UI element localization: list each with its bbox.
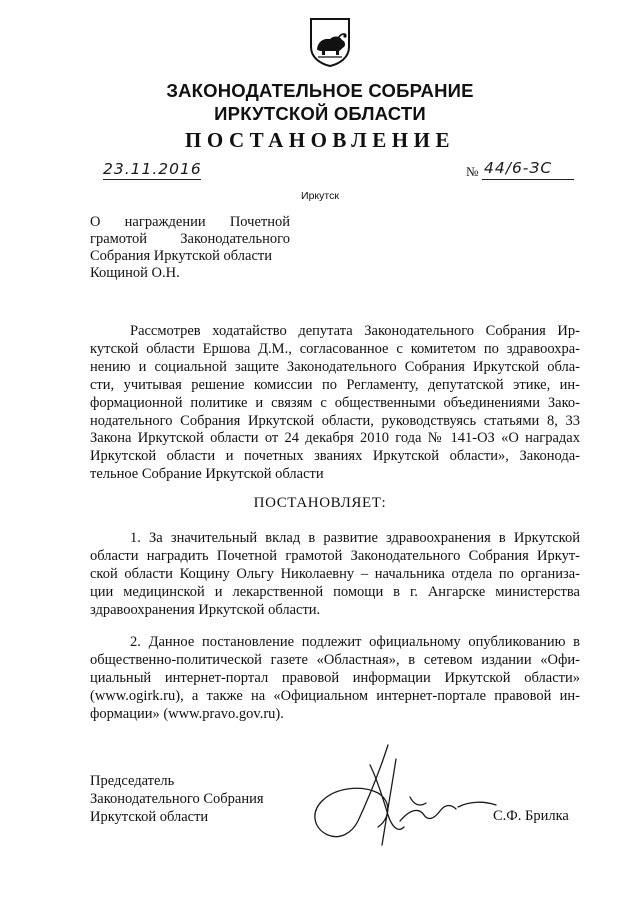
paragraph-line: ской области Кощину Ольгу Николаевну – начальника отдела по организа- bbox=[90, 565, 580, 582]
date-underline bbox=[103, 179, 201, 180]
paragraph-line: 1. За значительный вклад в развитие здравоохранения в Иркутской bbox=[130, 530, 580, 546]
paragraph-line: области наградить Почетной грамотой Законодательного Собрания Иркут- bbox=[90, 547, 580, 564]
document-date: 23.11.2016 bbox=[103, 160, 202, 178]
paragraph-line: общественно-политической газете «Областная», в сетевом издании «Офи- bbox=[90, 651, 580, 668]
document-number: 44/6-ЗС bbox=[484, 159, 553, 177]
number-sign: № bbox=[466, 164, 479, 179]
document-type-title: ПОСТАНОВЛЕНИЕ bbox=[185, 128, 455, 152]
document-subject bbox=[90, 214, 290, 282]
paragraph-line: формации» (www.pravo.gov.ru). bbox=[90, 705, 284, 722]
paragraph-line: Закона Иркутской области от 24 декабря 2010 года № 141-ОЗ «О наградах bbox=[90, 430, 580, 447]
decree-item-2 bbox=[90, 634, 580, 724]
number-underline bbox=[482, 179, 574, 180]
document-number-field bbox=[466, 158, 576, 182]
paragraph-line: здравоохранения Иркутской области. bbox=[90, 601, 321, 618]
paragraph-line: сти, учитывая решение комиссии по Регламенту, депутатской этике, ин- bbox=[90, 376, 580, 393]
coat-of-arms-icon bbox=[309, 17, 351, 67]
document-date-field bbox=[103, 158, 201, 182]
paragraph-line: нению и социальной защите Законодательного Собрания Иркутской обла- bbox=[90, 358, 580, 375]
subject-line: Кощиной О.Н. bbox=[90, 265, 180, 281]
subject-line: Собрания Иркутской области bbox=[90, 248, 272, 264]
signatory-name: С.Ф. Брилка bbox=[493, 808, 569, 824]
paragraph-line: циальный интернет-портал правовой информации Иркутской области» bbox=[90, 669, 580, 686]
organization-name-line2: ИРКУТСКОЙ ОБЛАСТИ bbox=[214, 103, 426, 124]
document-city: Иркутск bbox=[301, 190, 339, 202]
paragraph-line: Иркутской области и почетных званиях Иркутской области», Законода- bbox=[90, 448, 580, 465]
paragraph-line: тельное Собрание Иркутской области bbox=[90, 466, 324, 483]
paragraph-line: нодательного Собрания Иркутской области, руководствуясь статьями 8, 33 bbox=[90, 412, 580, 429]
organization-name-line1: ЗАКОНОДАТЕЛЬНОЕ СОБРАНИЕ bbox=[166, 80, 474, 101]
paragraph-line: Рассмотрев ходатайство депутата Законодательного Собрания Ир- bbox=[130, 323, 580, 339]
paragraph-line: 2. Данное постановление подлежит официальному опубликованию в bbox=[130, 634, 580, 650]
signatory-title-line: Законодательного Собрания bbox=[90, 791, 264, 807]
subject-line: грамотой Законодательного bbox=[90, 231, 290, 247]
decree-item-1 bbox=[90, 530, 580, 620]
handwritten-signature bbox=[300, 735, 510, 855]
signatory-title bbox=[90, 772, 264, 826]
signatory-title-line: Председатель bbox=[90, 773, 175, 789]
preamble-paragraph bbox=[90, 323, 580, 484]
subject-line: О награждении Почетной bbox=[90, 214, 290, 230]
signatory-title-line: Иркутской области bbox=[90, 809, 209, 825]
paragraph-line: кутской области Ершова Д.М., согласованное с комитетом по здравоохра- bbox=[90, 340, 580, 357]
paragraph-line: формационной политике и связям с общественными объединениями Зако- bbox=[90, 394, 580, 411]
paragraph-line: ции медицинской и лекарственной помощи в г. Ангарске министерства bbox=[90, 583, 580, 600]
decree-heading: ПОСТАНОВЛЯЕТ: bbox=[253, 495, 387, 511]
paragraph-line: (www.ogirk.ru), а также на «Официальном интернет-портале правовой ин- bbox=[90, 687, 580, 704]
